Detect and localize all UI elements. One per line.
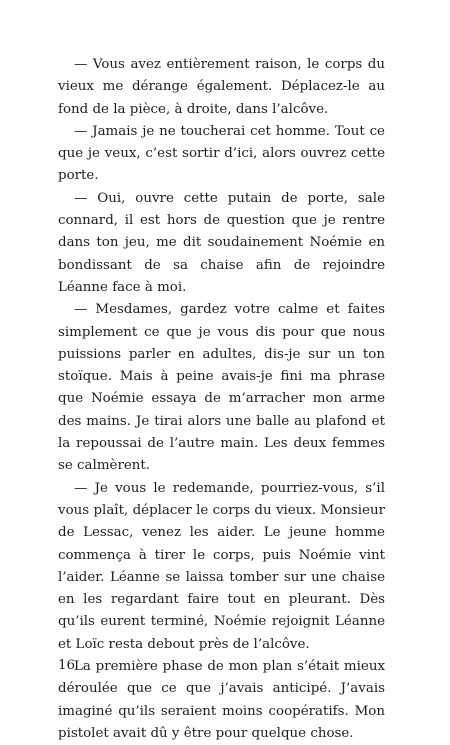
paragraph-4: — Mesdames, gardez votre calme et faites simplement ce que je vous dis pour que nous puissions parler en adultes, dis-je sur un ton stoïque. Mais à peine avais-je fini ma phrase que Noémie essaya de m’arracher mon arme des mains. Je tirai alors une balle au plafond et la repoussai de l’autre main. Les deux femmes se calmèrent. [58,302,385,474]
paragraph-5: — Je vous le redemande, pourriez-vous, s’il vous plaît, déplacer le corps du vieux. Monsieur de Lessac, venez les aider. Le jeune homme commença à tirer le corps, puis Noémie vint l’aider. Léanne se laissa tomber sur une chaise en les regardant faire tout en pleurant. Dès qu’ils eurent terminé, Noémie rejoignit Léanne et Loïc resta debout près de l’alcôve. [58,480,385,652]
paragraph-3: — Oui, ouvre cette putain de porte, sale connard, il est hors de question que je rentre dans ton jeu, me dit soudainement Noémie en bondissant de sa chaise afin de rejoindre Léanne face à moi. [58,190,385,295]
paragraph-1: — Vous avez entièrement raison, le corps du vieux me dérange également. Déplacez-le au fond de la pièce, à droite, dans l’alcôve. [58,57,385,117]
paragraph-6: La première phase de mon plan s’était mieux déroulée que ce que j’avais anticipé. J’avais imaginé qu’ils seraient moins coopératifs. Mon pistolet avait dû y être pour quelque chose. [58,659,385,741]
page-number: 16 [58,658,76,673]
body-text [58,54,385,745]
paragraph-2: — Jamais je ne toucherai cet homme. Tout ce que je veux, c’est sortir d’ici, alors ouvrez cette porte. [58,123,385,184]
